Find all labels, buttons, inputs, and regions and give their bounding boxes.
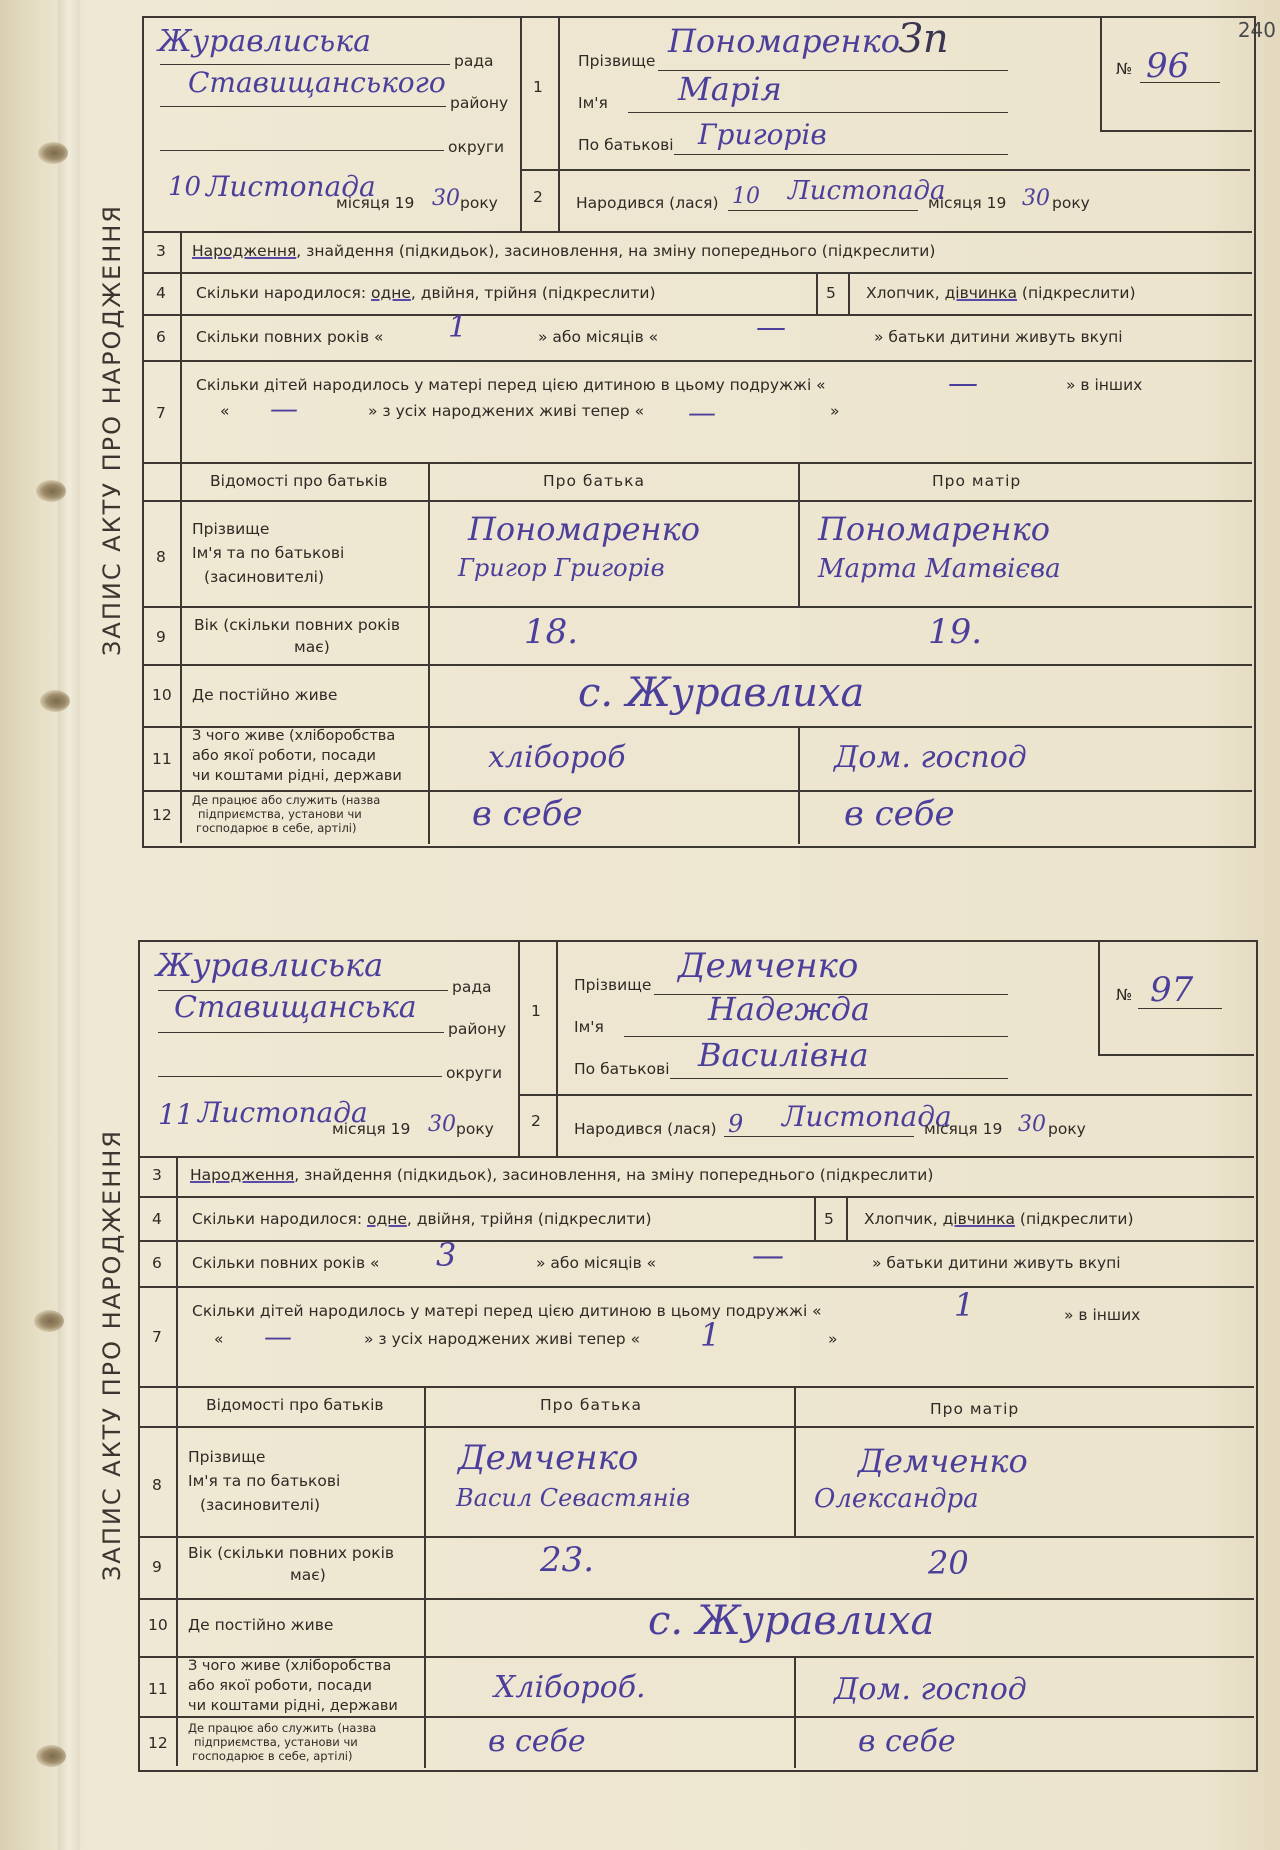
divider xyxy=(142,462,1252,464)
father-work: в себе xyxy=(472,794,583,834)
r11-label-2: або якої роботи, посади xyxy=(192,748,376,764)
birth-day: 9 xyxy=(728,1110,744,1138)
raion-value: Ставищанська xyxy=(174,990,417,1025)
mother-name: Марта Матвієва xyxy=(818,554,1061,584)
divider xyxy=(142,790,1252,792)
divider xyxy=(424,1386,426,1768)
row-number: 2 xyxy=(533,188,543,206)
divider xyxy=(138,1196,1254,1198)
born-label: Народився (лася) xyxy=(574,1120,717,1138)
father-name: Григор Григорів xyxy=(458,554,665,582)
children-alive: 1 xyxy=(700,1316,721,1354)
divider xyxy=(176,1156,178,1766)
r9-label-2: має) xyxy=(290,1566,326,1584)
name-label: Ім'я xyxy=(574,1018,604,1036)
binding-hole xyxy=(34,1310,64,1332)
children-other: — xyxy=(270,392,298,425)
years-together: 3 xyxy=(436,1236,457,1274)
row7-a: Скільки дітей народилось у матері перед цією дитиною в цьому подружжі « xyxy=(192,1302,822,1320)
divider xyxy=(138,1156,1254,1158)
row-number: 11 xyxy=(152,750,172,768)
row-number: 12 xyxy=(152,806,172,824)
divider xyxy=(794,1656,796,1768)
row-number: 1 xyxy=(531,1002,541,1020)
r12-label-2: підприємства, установи чи xyxy=(198,807,362,821)
row-number: 2 xyxy=(531,1112,541,1130)
children-other: — xyxy=(264,1320,292,1353)
row-number: 7 xyxy=(156,404,166,422)
binding-hole xyxy=(38,142,68,164)
binding-hole xyxy=(40,690,70,712)
divider xyxy=(142,231,1252,233)
rada-label: рада xyxy=(452,978,492,996)
fill-line xyxy=(160,64,450,65)
row4-label: Скільки народилося: одне, двійня, трійня (підкреслити) xyxy=(196,284,656,302)
surname-label: Прізвище xyxy=(578,52,656,70)
row-number: 12 xyxy=(148,1734,168,1752)
name-label: Ім'я xyxy=(578,94,608,112)
surname-label: Прізвище xyxy=(574,976,652,994)
r11-label-1: З чого живе (хліборобства xyxy=(188,1658,392,1674)
divider xyxy=(816,272,818,314)
r10-label: Де постійно живе xyxy=(192,686,338,704)
binding-hole xyxy=(36,1745,66,1767)
row6-a: Скільки повних років « xyxy=(196,328,384,346)
mother-occupation: Дом. господ xyxy=(834,1672,1027,1707)
row7-d: » з усіх народжених живі тепер « xyxy=(368,402,645,420)
row3-label: Народження, знайдення (підкидьок), засиновлення, на зміну попереднього (підкреслити) xyxy=(192,242,936,260)
birth-year-label: року xyxy=(1052,194,1090,212)
r12-label-1: Де працює або служить (назва xyxy=(192,793,381,807)
fill-line xyxy=(670,1078,1008,1079)
divider xyxy=(520,16,522,231)
mother-age: 20 xyxy=(928,1544,969,1582)
raion-label: району xyxy=(450,94,509,112)
divider xyxy=(142,664,1252,666)
months-together: — xyxy=(756,310,786,345)
row6-c: » батьки дитини живуть вкупі xyxy=(874,328,1123,346)
children-this: — xyxy=(948,366,978,401)
side-title: ЗАПИС АКТУ ПРО НАРОДЖЕННЯ xyxy=(98,1129,126,1581)
father-surname: Демченко xyxy=(458,1438,639,1478)
r11-label-1: З чого живе (хліборобства xyxy=(192,728,396,744)
father-name: Васил Севастянів xyxy=(456,1484,691,1512)
r9-label-1: Вік (скільки повних років xyxy=(188,1544,395,1562)
birth-record-96 xyxy=(88,14,1268,846)
raion-value: Ставищанського xyxy=(188,66,446,99)
divider xyxy=(558,16,560,231)
row7-b: » в інших xyxy=(1066,376,1143,394)
reg-day: 10 xyxy=(168,172,202,202)
born-label: Народився (лася) xyxy=(576,194,719,212)
record-number: 96 xyxy=(1146,46,1190,86)
divider xyxy=(798,462,800,606)
row-number: 5 xyxy=(824,1210,834,1228)
r10-label: Де постійно живе xyxy=(188,1616,334,1634)
fill-line xyxy=(158,1032,444,1033)
child-surname: Пономаренко xyxy=(668,22,900,60)
row7-c: « xyxy=(214,1330,224,1348)
row-number: 7 xyxy=(152,1328,162,1346)
rada-value: Журавлиська xyxy=(158,24,372,59)
row-number: 9 xyxy=(156,628,166,646)
child-name: Марія xyxy=(678,70,782,108)
r11-label-3: чи коштами рідні, держави xyxy=(192,768,402,784)
number-label: № xyxy=(1116,986,1133,1004)
r9-label-1: Вік (скільки повних років xyxy=(194,616,401,634)
okrug-label: округи xyxy=(446,1064,503,1082)
r8-label-1: Прізвище xyxy=(192,520,270,538)
row-number: 6 xyxy=(152,1254,162,1272)
binding-hole xyxy=(36,480,66,502)
birth-month: Листопада xyxy=(788,176,946,206)
row-number: 1 xyxy=(533,78,543,96)
children-alive: — xyxy=(688,396,716,429)
divider xyxy=(138,1240,1254,1242)
divider xyxy=(428,462,430,844)
row7-b: » в інших xyxy=(1064,1306,1141,1324)
mother-occupation: Дом. господ xyxy=(834,740,1027,775)
reg-year-label: року xyxy=(456,1120,494,1138)
row-number: 11 xyxy=(148,1680,168,1698)
reg-month: Листопада xyxy=(198,1096,368,1129)
residence: с. Журавлиха xyxy=(578,670,865,716)
row-number: 8 xyxy=(152,1476,162,1494)
reg-month-label: місяця 19 xyxy=(332,1120,411,1138)
divider xyxy=(798,726,800,844)
row6-b: » або місяців « xyxy=(538,328,659,346)
months-together: — xyxy=(752,1236,784,1274)
r12-label-1: Де працює або служить (назва xyxy=(188,1721,377,1735)
r8-label-3: (засиновителі) xyxy=(200,1496,321,1514)
row-number: 4 xyxy=(156,284,166,302)
reg-year-label: року xyxy=(460,194,498,212)
row5-label: Хлопчик, дівчинка (підкреслити) xyxy=(866,284,1136,302)
divider xyxy=(846,1196,848,1240)
father-occupation: Хлібороб. xyxy=(494,1670,646,1705)
birth-record-97 xyxy=(88,940,1268,1840)
years-together: 1 xyxy=(448,310,468,345)
birth-day: 10 xyxy=(732,184,760,209)
father-age: 23. xyxy=(540,1540,595,1580)
r8-label-3: (засиновителі) xyxy=(204,568,325,586)
divider xyxy=(142,314,1252,316)
mother-work: в себе xyxy=(858,1724,956,1759)
row-number: 3 xyxy=(156,242,166,260)
record-number: 97 xyxy=(1150,970,1194,1010)
raion-label: району xyxy=(448,1020,507,1038)
row7-d: » з усіх народжених живі тепер « xyxy=(364,1330,641,1348)
row3-label: Народження, знайдення (підкидьок), засиновлення, на зміну попереднього (підкреслити) xyxy=(190,1166,934,1184)
mother-age: 19. xyxy=(928,612,983,652)
divider xyxy=(142,500,1252,502)
divider xyxy=(142,606,1252,608)
row-number: 10 xyxy=(148,1616,168,1634)
children-this: 1 xyxy=(954,1286,975,1324)
page-number: 240 xyxy=(1237,18,1276,42)
divider xyxy=(180,231,182,843)
fill-line xyxy=(160,106,446,107)
row-number: 9 xyxy=(152,1558,162,1576)
fill-line xyxy=(674,154,1008,155)
row-number: 5 xyxy=(826,284,836,302)
row-number: 4 xyxy=(152,1210,162,1228)
number-label: № xyxy=(1116,60,1133,78)
divider xyxy=(518,1094,1252,1096)
residence: с. Журавлиха xyxy=(648,1598,935,1644)
divider xyxy=(142,360,1252,362)
reg-year: 30 xyxy=(428,1112,456,1137)
row-number: 8 xyxy=(156,548,166,566)
fill-line xyxy=(1138,1008,1222,1009)
mother-header: Про матір xyxy=(930,1400,1020,1418)
row6-c: » батьки дитини живуть вкупі xyxy=(872,1254,1121,1272)
father-age: 18. xyxy=(524,612,579,652)
reg-month: Листопада xyxy=(206,170,376,203)
divider xyxy=(142,272,1252,274)
row-number: 6 xyxy=(156,328,166,346)
fill-line xyxy=(158,1076,442,1077)
fill-line xyxy=(728,210,918,211)
child-patronymic: Василівна xyxy=(698,1036,869,1074)
father-work: в себе xyxy=(488,1724,586,1759)
row-number: 3 xyxy=(152,1166,162,1184)
row7-e: » xyxy=(830,402,840,420)
birth-year-label: року xyxy=(1048,1120,1086,1138)
mother-name: Олександра xyxy=(814,1484,979,1514)
r8-label-1: Прізвище xyxy=(188,1448,266,1466)
r12-label-3: господарює в себе, артілі) xyxy=(196,821,357,835)
child-name: Надежда xyxy=(708,990,870,1028)
mother-surname: Демченко xyxy=(858,1442,1028,1480)
divider xyxy=(814,1196,816,1240)
mother-header: Про матір xyxy=(932,472,1022,490)
rada-value: Журавлиська xyxy=(156,946,384,984)
child-surname: Демченко xyxy=(678,946,859,986)
row7-a: Скільки дітей народилось у матері перед цією дитиною в цьому подружжі « xyxy=(196,376,826,394)
r11-label-2: або якої роботи, посади xyxy=(188,1678,372,1694)
reg-day: 11 xyxy=(158,1098,194,1131)
r12-label-2: підприємства, установи чи xyxy=(194,1735,358,1749)
page-fold xyxy=(58,0,80,1850)
fill-line xyxy=(724,1136,914,1137)
rada-label: рада xyxy=(454,52,494,70)
divider xyxy=(520,169,1250,171)
divider xyxy=(138,1536,1254,1538)
row4-label: Скільки народилося: одне, двійня, трійня (підкреслити) xyxy=(192,1210,652,1228)
birth-month: Листопада xyxy=(782,1100,952,1133)
row7-e: » xyxy=(828,1330,838,1348)
row5-label: Хлопчик, дівчинка (підкреслити) xyxy=(864,1210,1134,1228)
row7-c: « xyxy=(220,402,230,420)
birth-year: 30 xyxy=(1022,186,1050,211)
divider xyxy=(138,1716,1254,1718)
divider xyxy=(138,1426,1254,1428)
divider xyxy=(848,272,850,314)
fill-line xyxy=(1140,82,1220,83)
mother-surname: Пономаренко xyxy=(818,510,1050,548)
registrar-mark: Зп xyxy=(898,16,949,62)
side-title: ЗАПИС АКТУ ПРО НАРОДЖЕННЯ xyxy=(98,204,126,656)
divider xyxy=(794,1386,796,1536)
father-header: Про батька xyxy=(540,1396,642,1414)
divider xyxy=(518,940,520,1156)
birth-month-label: місяця 19 xyxy=(928,194,1007,212)
parents-header: Відомості про батьків xyxy=(210,472,388,490)
r8-label-2: Ім'я та по батькові xyxy=(192,544,345,562)
divider xyxy=(138,1386,1254,1388)
patronymic-label: По батькові xyxy=(574,1060,670,1078)
okrug-label: округи xyxy=(448,138,505,156)
divider xyxy=(556,940,558,1156)
father-surname: Пономаренко xyxy=(468,510,700,548)
row6-a: Скільки повних років « xyxy=(192,1254,380,1272)
r12-label-3: господарює в себе, артілі) xyxy=(192,1749,353,1763)
fill-line xyxy=(160,150,444,151)
r9-label-2: має) xyxy=(294,638,330,656)
fill-line xyxy=(628,112,1008,113)
father-header: Про батька xyxy=(543,472,645,490)
child-patronymic: Григорів xyxy=(698,118,827,151)
r8-label-2: Ім'я та по батькові xyxy=(188,1472,341,1490)
mother-work: в себе xyxy=(844,794,955,834)
patronymic-label: По батькові xyxy=(578,136,674,154)
divider xyxy=(138,1286,1254,1288)
row-number: 10 xyxy=(152,686,172,704)
reg-year: 30 xyxy=(432,186,460,211)
r11-label-3: чи коштами рідні, держави xyxy=(188,1698,398,1714)
parents-header: Відомості про батьків xyxy=(206,1396,384,1414)
birth-month-label: місяця 19 xyxy=(924,1120,1003,1138)
birth-year: 30 xyxy=(1018,1112,1046,1137)
row6-b: » або місяців « xyxy=(536,1254,657,1272)
reg-month-label: місяця 19 xyxy=(336,194,415,212)
father-occupation: хлібороб xyxy=(488,740,626,775)
